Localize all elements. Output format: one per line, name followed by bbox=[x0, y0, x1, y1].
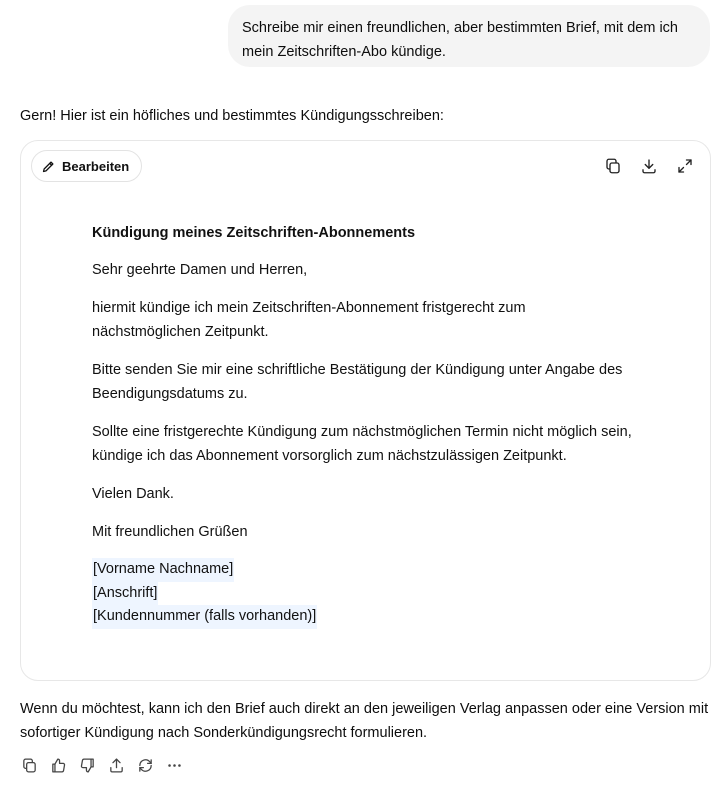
signature-block bbox=[92, 558, 652, 629]
share-button[interactable] bbox=[107, 756, 125, 774]
signature-customer-number: [Kundennummer (falls vorhanden)] bbox=[92, 605, 317, 629]
copy-icon bbox=[604, 157, 622, 175]
copy-button[interactable] bbox=[603, 156, 623, 176]
letter-paragraph-1: hiermit kündige ich mein Zeitschriften-Abonnement fristgerecht zum nächstmöglichen Zeitpunkt. bbox=[92, 300, 526, 340]
message-actions bbox=[20, 756, 183, 774]
signature-address: [Anschrift] bbox=[92, 582, 158, 606]
signature-name: [Vorname Nachname] bbox=[92, 558, 234, 582]
copy-icon bbox=[21, 757, 38, 774]
letter-closing: Mit freundlichen Grüßen bbox=[92, 524, 248, 540]
user-message-text: Schreibe mir einen freundlichen, aber bestimmten Brief, mit dem ich mein Zeitschriften-Abo kündige. bbox=[242, 20, 678, 60]
letter-paragraph-2: Bitte senden Sie mir eine schriftliche Bestätigung der Kündigung unter Angabe des Beendigungsdatums zu. bbox=[92, 362, 623, 402]
letter-body bbox=[92, 221, 652, 629]
thumbs-up-button[interactable] bbox=[49, 756, 67, 774]
more-icon bbox=[166, 757, 183, 774]
expand-icon bbox=[676, 157, 694, 175]
edit-button-label: Bearbeiten bbox=[62, 158, 130, 174]
download-button[interactable] bbox=[639, 156, 659, 176]
share-icon bbox=[108, 757, 125, 774]
letter-title: Kündigung meines Zeitschriften-Abonnements bbox=[92, 225, 416, 241]
more-button[interactable] bbox=[165, 756, 183, 774]
expand-button[interactable] bbox=[675, 156, 695, 176]
thumbs-down-icon bbox=[79, 757, 96, 774]
thumbs-up-icon bbox=[50, 757, 67, 774]
user-message-bubble bbox=[228, 5, 710, 67]
regenerate-button[interactable] bbox=[136, 756, 154, 774]
assistant-outro: Wenn du möchtest, kann ich den Brief auch direkt an den jeweiligen Verlag anpassen oder eine Version mit sofortiger Kündigung nach Sonderkündigungsrecht formulieren. bbox=[20, 701, 709, 741]
thumbs-down-button[interactable] bbox=[78, 756, 96, 774]
assistant-intro: Gern! Hier ist ein höfliches und bestimmtes Kündigungsschreiben: bbox=[20, 108, 444, 124]
letter-paragraph-3: Sollte eine fristgerechte Kündigung zum nächstmöglichen Termin nicht möglich sein, kündige ich das Abonnement vorsorglich zum nächstzulässigen Zeitpunkt. bbox=[92, 424, 632, 464]
copy-message-button[interactable] bbox=[20, 756, 38, 774]
letter-canvas bbox=[20, 140, 711, 681]
letter-salutation: Sehr geehrte Damen und Herren, bbox=[92, 262, 308, 278]
download-icon bbox=[640, 157, 658, 175]
pencil-icon bbox=[41, 159, 56, 174]
letter-thanks: Vielen Dank. bbox=[92, 486, 174, 502]
regenerate-icon bbox=[137, 757, 154, 774]
edit-button[interactable] bbox=[31, 150, 142, 182]
